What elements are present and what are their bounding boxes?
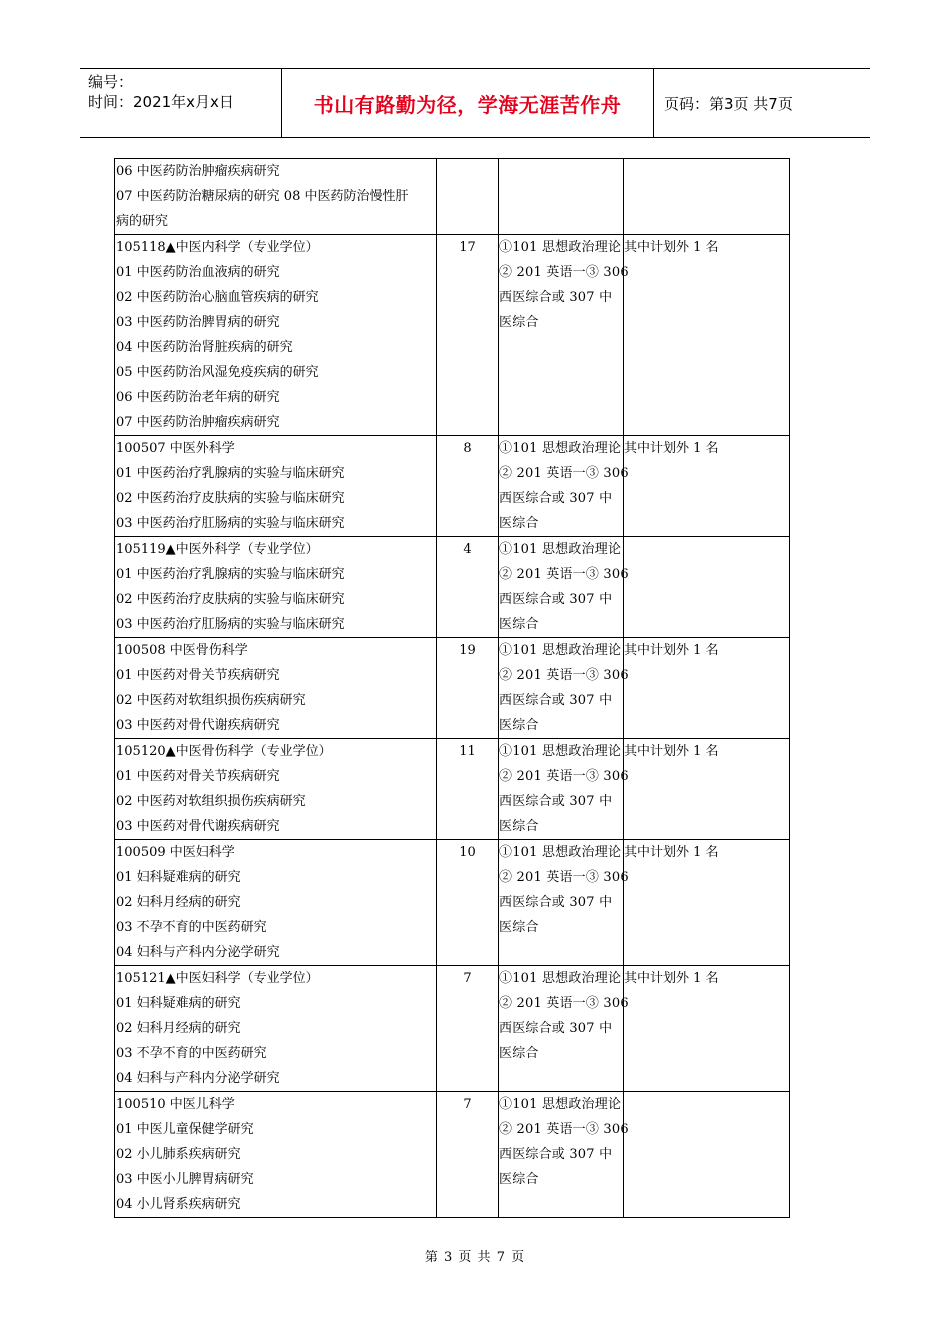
- research-direction: 病的研究: [116, 214, 169, 229]
- program-title: 100510 中医儿科学: [116, 1097, 235, 1112]
- program-title: 100508 中医骨伤科学: [116, 643, 248, 658]
- exam-subject-line: 医综合: [499, 920, 539, 935]
- quota-cell: [437, 436, 499, 537]
- exam-subjects-cell: [499, 537, 629, 638]
- research-direction: 03 中医药治疗肛肠病的实验与临床研究: [116, 617, 345, 632]
- table-row: [115, 537, 790, 638]
- exam-subjects-cell: [499, 235, 629, 436]
- exam-subject-line: 西医综合或 307 中: [499, 693, 613, 708]
- page-footer: 第 3 页 共 7 页: [424, 1250, 526, 1265]
- quota-cell: [437, 739, 499, 840]
- table-row: [115, 235, 790, 436]
- enrollment-quota: 4: [463, 542, 472, 557]
- program-cell: [115, 235, 437, 436]
- remarks-cell: [624, 966, 790, 1092]
- exam-subject-line: 医综合: [499, 718, 539, 733]
- admissions-table-body: [115, 159, 790, 1218]
- quota-cell: [437, 840, 499, 966]
- program-cell: [115, 840, 437, 966]
- exam-subject-line: ② 201 英语一③ 306: [499, 567, 629, 582]
- research-direction: 01 中医药治疗乳腺病的实验与临床研究: [116, 567, 345, 582]
- exam-subject-line: ①101 思想政治理论: [499, 643, 622, 658]
- exam-subject-line: 医综合: [499, 819, 539, 834]
- exam-subject-line: ② 201 英语一③ 306: [499, 870, 629, 885]
- remark-text: 其中计划外 1 名: [624, 240, 719, 255]
- quota-cell: [437, 1092, 499, 1218]
- exam-subject-line: ② 201 英语一③ 306: [499, 265, 629, 280]
- remark-text: [624, 1092, 789, 1117]
- table-row: [115, 840, 790, 966]
- program-cell: [115, 1092, 437, 1218]
- enrollment-quota: 11: [459, 744, 476, 759]
- program-cell: [115, 638, 437, 739]
- exam-subject-line: ② 201 英语一③ 306: [499, 996, 629, 1011]
- exam-subject-line: 西医综合或 307 中: [499, 592, 613, 607]
- program-title: 100507 中医外科学: [116, 441, 235, 456]
- research-direction: 03 中医小儿脾胃病研究: [116, 1172, 254, 1187]
- exam-subject-line: 西医综合或 307 中: [499, 1021, 613, 1036]
- program-title: 105121▲中医妇科学（专业学位）: [116, 971, 319, 986]
- header-motto: 书山有路勤为径，学海无涯苦作舟: [313, 92, 622, 117]
- exam-subject-line: ①101 思想政治理论: [499, 744, 622, 759]
- research-direction: 03 中医药防治脾胃病的研究: [116, 315, 280, 330]
- header-page-label: 页码：第3页 共7页: [664, 94, 793, 113]
- program-cell: [115, 436, 437, 537]
- research-direction: 01 中医药防治血液病的研究: [116, 265, 280, 280]
- table-row: [115, 159, 790, 235]
- exam-subject-line: ② 201 英语一③ 306: [499, 466, 629, 481]
- exam-subject-line: 西医综合或 307 中: [499, 491, 613, 506]
- research-direction: 02 中医药治疗皮肤病的实验与临床研究: [116, 592, 345, 607]
- remark-text: [624, 537, 789, 562]
- header-motto-cell: [282, 69, 654, 137]
- remarks-cell: [624, 840, 790, 966]
- research-direction: 03 中医药对骨代谢疾病研究: [116, 718, 280, 733]
- research-direction: 04 妇科与产科内分泌学研究: [116, 945, 280, 960]
- exam-subjects-cell: [499, 159, 624, 235]
- program-cell: [115, 537, 437, 638]
- remarks-cell: [624, 638, 790, 739]
- research-direction: 01 中医儿童保健学研究: [116, 1122, 254, 1137]
- research-direction: 02 中医药对软组织损伤疾病研究: [116, 693, 306, 708]
- exam-subjects-cell: [499, 840, 629, 966]
- research-direction: 06 中医药防治老年病的研究: [116, 390, 280, 405]
- research-direction: 05 中医药防治风湿免疫疾病的研究: [116, 365, 319, 380]
- admissions-table: [114, 158, 790, 1218]
- exam-subjects-cell: [499, 436, 629, 537]
- program-cell: [115, 966, 437, 1092]
- exam-subject-line: ①101 思想政治理论: [499, 845, 622, 860]
- research-direction: 07 中医药防治肿瘤疾病研究: [116, 415, 280, 430]
- remarks-cell: [624, 537, 790, 638]
- exam-subject-line: 医综合: [499, 516, 539, 531]
- remarks-cell: [624, 1092, 790, 1218]
- research-direction: 02 小儿肺系疾病研究: [116, 1147, 241, 1162]
- enrollment-quota: [437, 159, 498, 184]
- remark-text: [624, 159, 789, 184]
- remarks-cell: [624, 159, 790, 235]
- exam-subject-line: ② 201 英语一③ 306: [499, 668, 629, 683]
- remark-text: 其中计划外 1 名: [624, 744, 719, 759]
- enrollment-quota: 7: [463, 971, 472, 986]
- remarks-cell: [624, 436, 790, 537]
- research-direction: 04 中医药防治肾脏疾病的研究: [116, 340, 293, 355]
- exam-subject-line: 西医综合或 307 中: [499, 1147, 613, 1162]
- exam-subject-line: 西医综合或 307 中: [499, 895, 613, 910]
- research-direction: 02 中医药对软组织损伤疾病研究: [116, 794, 306, 809]
- exam-subject-line: 医综合: [499, 1046, 539, 1061]
- table-row: [115, 966, 790, 1092]
- research-direction: 03 中医药对骨代谢疾病研究: [116, 819, 280, 834]
- exam-subject-line: 西医综合或 307 中: [499, 794, 613, 809]
- remark-text: 其中计划外 1 名: [624, 441, 719, 456]
- enrollment-quota: 10: [459, 845, 476, 860]
- program-title: 105120▲中医骨伤科学（专业学位）: [116, 744, 332, 759]
- research-direction: 01 中医药治疗乳腺病的实验与临床研究: [116, 466, 345, 481]
- remark-text: 其中计划外 1 名: [624, 971, 719, 986]
- exam-subject-line: 医综合: [499, 315, 539, 330]
- research-direction: 01 中医药对骨关节疾病研究: [116, 668, 280, 683]
- table-row: [115, 739, 790, 840]
- research-direction: 03 不孕不育的中医药研究: [116, 920, 267, 935]
- exam-subject-line: ①101 思想政治理论: [499, 1097, 622, 1112]
- remark-text: 其中计划外 1 名: [624, 643, 719, 658]
- program-title: 100509 中医妇科学: [116, 845, 235, 860]
- exam-subject-line: 西医综合或 307 中: [499, 290, 613, 305]
- remarks-cell: [624, 235, 790, 436]
- exam-subject-line: 医综合: [499, 617, 539, 632]
- program-title: 105118▲中医内科学（专业学位）: [116, 240, 319, 255]
- exam-subject-line: ② 201 英语一③ 306: [499, 1122, 629, 1137]
- research-direction: 01 妇科疑难病的研究: [116, 996, 241, 1011]
- quota-cell: [437, 235, 499, 436]
- exam-subject-line: 医综合: [499, 1172, 539, 1187]
- research-direction: 03 中医药治疗肛肠病的实验与临床研究: [116, 516, 345, 531]
- research-direction: 02 中医药防治心脑血管疾病的研究: [116, 290, 319, 305]
- research-direction: 07 中医药防治糖尿病的研究 08 中医药防治慢性肝: [116, 189, 409, 204]
- exam-subjects-cell: [499, 1092, 629, 1218]
- page-header: [80, 68, 870, 138]
- program-title: 105119▲中医外科学（专业学位）: [116, 542, 319, 557]
- enrollment-quota: 19: [459, 643, 476, 658]
- research-direction: 03 不孕不育的中医药研究: [116, 1046, 267, 1061]
- table-row: [115, 638, 790, 739]
- remark-text: 其中计划外 1 名: [624, 845, 719, 860]
- table-row: [115, 436, 790, 537]
- exam-subject-line: ①101 思想政治理论: [499, 971, 622, 986]
- research-direction: 01 妇科疑难病的研究: [116, 870, 241, 885]
- exam-subjects-cell: [499, 739, 629, 840]
- exam-subjects-cell: [499, 638, 629, 739]
- document-date-label: 时间：2021年x月x日: [88, 93, 234, 111]
- exam-subject-line: ①101 思想政治理论: [499, 240, 622, 255]
- remarks-cell: [624, 739, 790, 840]
- enrollment-quota: 7: [463, 1097, 472, 1112]
- research-direction: 04 妇科与产科内分泌学研究: [116, 1071, 280, 1086]
- exam-subject-line: ② 201 英语一③ 306: [499, 769, 629, 784]
- quota-cell: [437, 159, 499, 235]
- table-row: [115, 1092, 790, 1218]
- header-meta: [80, 69, 282, 137]
- research-direction: 02 妇科月经病的研究: [116, 1021, 241, 1036]
- enrollment-quota: 17: [459, 240, 476, 255]
- document-number-label: 编号：: [88, 73, 134, 91]
- research-direction: 02 妇科月经病的研究: [116, 895, 241, 910]
- header-page-cell: [654, 69, 870, 137]
- research-direction: 02 中医药治疗皮肤病的实验与临床研究: [116, 491, 345, 506]
- research-direction: 06 中医药防治肿瘤疾病研究: [116, 164, 280, 179]
- quota-cell: [437, 638, 499, 739]
- enrollment-quota: 8: [463, 441, 472, 456]
- quota-cell: [437, 966, 499, 1092]
- exam-subject-line: ①101 思想政治理论: [499, 542, 622, 557]
- research-direction: 01 中医药对骨关节疾病研究: [116, 769, 280, 784]
- research-direction: 04 小儿肾系疾病研究: [116, 1197, 241, 1212]
- exam-subjects-cell: [499, 966, 629, 1092]
- quota-cell: [437, 537, 499, 638]
- program-cell: [115, 159, 437, 235]
- exam-subject-line: ①101 思想政治理论: [499, 441, 622, 456]
- program-cell: [115, 739, 437, 840]
